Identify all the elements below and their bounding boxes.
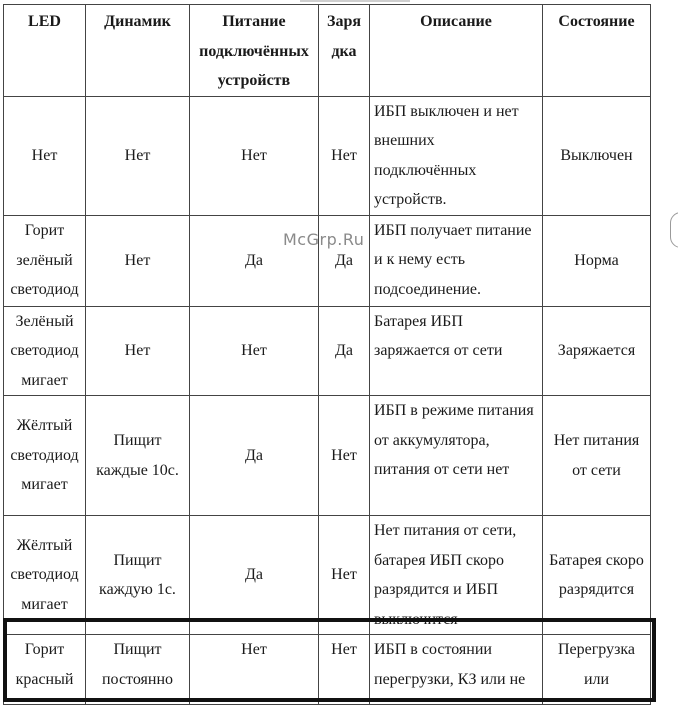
cell-charge: Да — [319, 215, 370, 306]
cell-led: Жёлтый светодиод мигает — [4, 396, 86, 516]
cell-description: ИБП выключен и нет внешних подключённых устройств. — [370, 96, 543, 215]
ups-status-table — [3, 4, 651, 705]
header-power: Питание подключённых устройств — [190, 5, 319, 97]
cell-led: Горит красный — [4, 635, 86, 705]
cell-description: Нет питания от сети, батарея ИБП скоро разрядится и ИБП выключится — [370, 516, 543, 635]
cell-state: Выключен — [543, 96, 651, 215]
cell-power: Нет — [190, 306, 319, 396]
cell-state: Перегрузка или — [543, 635, 651, 705]
cell-charge: Да — [319, 306, 370, 396]
cell-power: Да — [190, 215, 319, 306]
cell-led: Горит зелёный светодиод — [4, 215, 86, 306]
table-row — [4, 215, 651, 306]
cell-led: Нет — [4, 96, 86, 215]
table-row — [4, 516, 651, 635]
cropped-top-line — [300, 0, 410, 2]
cell-power: Нет — [190, 635, 319, 705]
cell-power: Да — [190, 396, 319, 516]
table-row — [4, 635, 651, 705]
cell-speaker: Пищит каждые 10с. — [86, 396, 190, 516]
cell-power: Да — [190, 516, 319, 635]
table-row — [4, 96, 651, 215]
header-state: Состояние — [543, 5, 651, 97]
cell-state: Нет питания от сети — [543, 396, 651, 516]
cell-speaker: Пищит постоянно — [86, 635, 190, 705]
cell-speaker: Нет — [86, 96, 190, 215]
cell-led: Зелёный светодиод мигает — [4, 306, 86, 396]
cell-state: Батарея скоро разрядится — [543, 516, 651, 635]
cell-description: ИБП получает питание и к нему есть подсоединение. — [370, 215, 543, 306]
cell-description: ИБП в режиме питания от аккумулятора, питания от сети нет — [370, 396, 543, 516]
watermark: McGrp.Ru — [283, 230, 365, 249]
cell-description: Батарея ИБП заряжается от сети — [370, 306, 543, 396]
table-header-row — [4, 5, 651, 97]
cell-speaker: Нет — [86, 306, 190, 396]
table-row — [4, 396, 651, 516]
cell-description: ИБП в состоянии перегрузки, КЗ или не — [370, 635, 543, 705]
cell-speaker: Нет — [86, 215, 190, 306]
header-led: LED — [4, 5, 86, 97]
page-edge-handle[interactable] — [670, 212, 678, 248]
cell-charge: Нет — [319, 396, 370, 516]
header-charge: Заря дка — [319, 5, 370, 97]
header-speaker: Динамик — [86, 5, 190, 97]
cell-led: Жёлтый светодиод мигает — [4, 516, 86, 635]
cell-charge: Нет — [319, 96, 370, 215]
cell-speaker: Пищит каждую 1с. — [86, 516, 190, 635]
cell-charge: Нет — [319, 516, 370, 635]
cell-charge: Нет — [319, 635, 370, 705]
cell-power: Нет — [190, 96, 319, 215]
header-description: Описание — [370, 5, 543, 97]
cell-state: Норма — [543, 215, 651, 306]
table-row — [4, 306, 651, 396]
cell-state: Заряжается — [543, 306, 651, 396]
